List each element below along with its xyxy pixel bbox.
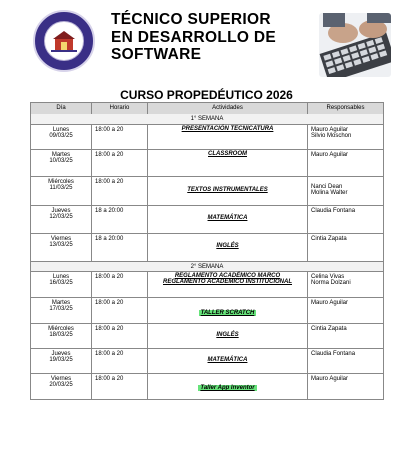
tower-emblem-icon: [49, 26, 79, 56]
day-date: 18/03/25: [49, 332, 73, 338]
day-name: Viernes: [50, 236, 72, 242]
day-cell: [31, 177, 91, 205]
activity-label: Taller App Inventor: [200, 385, 255, 391]
day-name: Lunes: [52, 127, 70, 133]
day-date: 19/03/25: [49, 357, 73, 363]
table-row: [31, 124, 383, 149]
day-name: Viernes: [50, 376, 72, 382]
responsables-cell: [307, 150, 383, 176]
program-title-line-2: EN DESARROLLO DE: [111, 28, 276, 46]
day-cell: [31, 150, 91, 176]
responsable-name: Claudia Fontana: [311, 208, 356, 214]
column-header-actividades: Actividades: [147, 103, 307, 114]
logo-emblem: [44, 21, 84, 61]
responsable-name: Mauro Aguilar: [311, 376, 349, 382]
responsables-cell: [307, 349, 383, 373]
time-cell: 18:00 a 20: [91, 150, 147, 176]
activity-label: INGLÉS: [216, 243, 239, 249]
responsable-name: Cintia Zapata: [311, 236, 347, 242]
day-name: Martes: [51, 152, 71, 158]
column-header-responsables: Responsables: [307, 103, 383, 114]
activity-label: MATEMÁTICA: [207, 357, 248, 363]
responsable-name: Claudia Fontana: [311, 351, 356, 357]
responsables-cell: [307, 177, 383, 205]
activity-cell: [147, 349, 307, 373]
activity-label: PRESENTACIÓN TECNICATURA: [181, 126, 274, 132]
keyboard-hands-photo: [319, 13, 391, 77]
schedule-table: [30, 102, 384, 400]
day-date: 11/03/25: [49, 185, 73, 191]
activity-label: TALLER SCRATCH: [200, 310, 255, 316]
activity-cell: [147, 234, 307, 261]
table-row: [31, 176, 383, 205]
table-row: [31, 323, 383, 348]
responsables-cell: [307, 206, 383, 233]
day-cell: [31, 374, 91, 399]
table-row: [31, 271, 383, 297]
day-date: 20/03/25: [49, 382, 73, 388]
day-date: 10/03/25: [49, 158, 73, 164]
time-cell: 18:00 a 20: [91, 349, 147, 373]
responsable-name: Norma Dolzani: [311, 280, 351, 286]
day-date: 13/03/25: [49, 242, 73, 248]
table-header-row: [31, 103, 383, 114]
day-cell: [31, 125, 91, 149]
week-header-row: [31, 261, 383, 271]
table-row: [31, 297, 383, 323]
activity-cell: [147, 206, 307, 233]
responsables-cell: [307, 125, 383, 149]
day-name: Jueves: [51, 351, 71, 357]
time-cell: 18:00 a 20: [91, 125, 147, 149]
responsables-cell: [307, 234, 383, 261]
table-row: [31, 233, 383, 261]
time-cell: 18:00 a 20: [91, 324, 147, 348]
table-row: [31, 149, 383, 176]
day-date: 16/03/25: [49, 280, 73, 286]
day-name: Miércoles: [48, 326, 74, 332]
institution-logo: [33, 10, 95, 72]
week-label: 2° SEMANA: [190, 264, 224, 270]
day-cell: [31, 206, 91, 233]
week-label: 1° SEMANA: [190, 116, 224, 122]
day-date: 17/03/25: [49, 306, 73, 312]
day-name: Lunes: [52, 274, 70, 280]
activity-cell: [147, 125, 307, 149]
table-row: [31, 373, 383, 399]
activity-label: REGLAMENTO ACADÉMICO MARCO: [174, 273, 281, 279]
time-cell: 18:00 a 20: [91, 298, 147, 323]
responsable-name: Celina Vivas: [311, 274, 345, 280]
activity-cell: [147, 272, 307, 297]
responsable-name: Mauro Aguilar: [311, 300, 349, 306]
program-title-line-1: TÉCNICO SUPERIOR: [111, 11, 271, 28]
day-date: 12/03/25: [49, 214, 73, 220]
table-row: [31, 348, 383, 373]
activity-label: REGLAMENTO ACADEMICO INSTITUCIONAL: [163, 279, 292, 285]
program-title: [111, 11, 321, 64]
day-name: Jueves: [51, 208, 71, 214]
day-cell: [31, 349, 91, 373]
responsables-cell: [307, 298, 383, 323]
activity-label: TEXTOS INSTRUMENTALES: [187, 187, 268, 193]
table-body: [31, 114, 383, 399]
time-cell: 18:00 a 20: [91, 272, 147, 297]
responsable-name: Molina Walter: [311, 190, 348, 196]
responsable-name: Mauro Aguilar: [311, 152, 349, 158]
responsables-cell: [307, 272, 383, 297]
responsable-name: Nanci Dean: [311, 184, 343, 190]
responsables-cell: [307, 374, 383, 399]
day-cell: [31, 324, 91, 348]
column-header-dia: Día: [56, 105, 66, 111]
table-row: [31, 205, 383, 233]
activity-cell: [147, 150, 307, 176]
time-cell: 18:00 a 20: [91, 177, 147, 205]
activity-label: INGLÉS: [216, 332, 239, 338]
responsable-name: Mauro Aguilar: [311, 127, 349, 133]
responsable-name: Cintia Zapata: [311, 326, 347, 332]
day-cell: [31, 272, 91, 297]
program-title-line-3: SOFTWARE: [111, 46, 202, 63]
activity-cell: [147, 324, 307, 348]
week-header-row: [31, 114, 383, 124]
day-cell: [31, 298, 91, 323]
day-date: 09/03/25: [49, 133, 73, 139]
activity-cell: [147, 177, 307, 205]
time-cell: 18 a 20:00: [91, 234, 147, 261]
activity-cell: [147, 298, 307, 323]
column-header-horario: Horario: [91, 103, 147, 114]
day-cell: [31, 234, 91, 261]
responsable-name: Silvio Moschon: [311, 133, 352, 139]
time-cell: 18:00 a 20: [91, 374, 147, 399]
activity-label: CLASSROOM: [208, 151, 247, 157]
course-title: CURSO PROPEDÉUTICO 2026: [120, 88, 293, 102]
day-name: Martes: [51, 300, 71, 306]
responsables-cell: [307, 324, 383, 348]
day-name: Miércoles: [48, 179, 74, 185]
time-cell: 18 a 20:00: [91, 206, 147, 233]
activity-cell: [147, 374, 307, 399]
activity-label: MATEMÁTICA: [207, 215, 248, 221]
